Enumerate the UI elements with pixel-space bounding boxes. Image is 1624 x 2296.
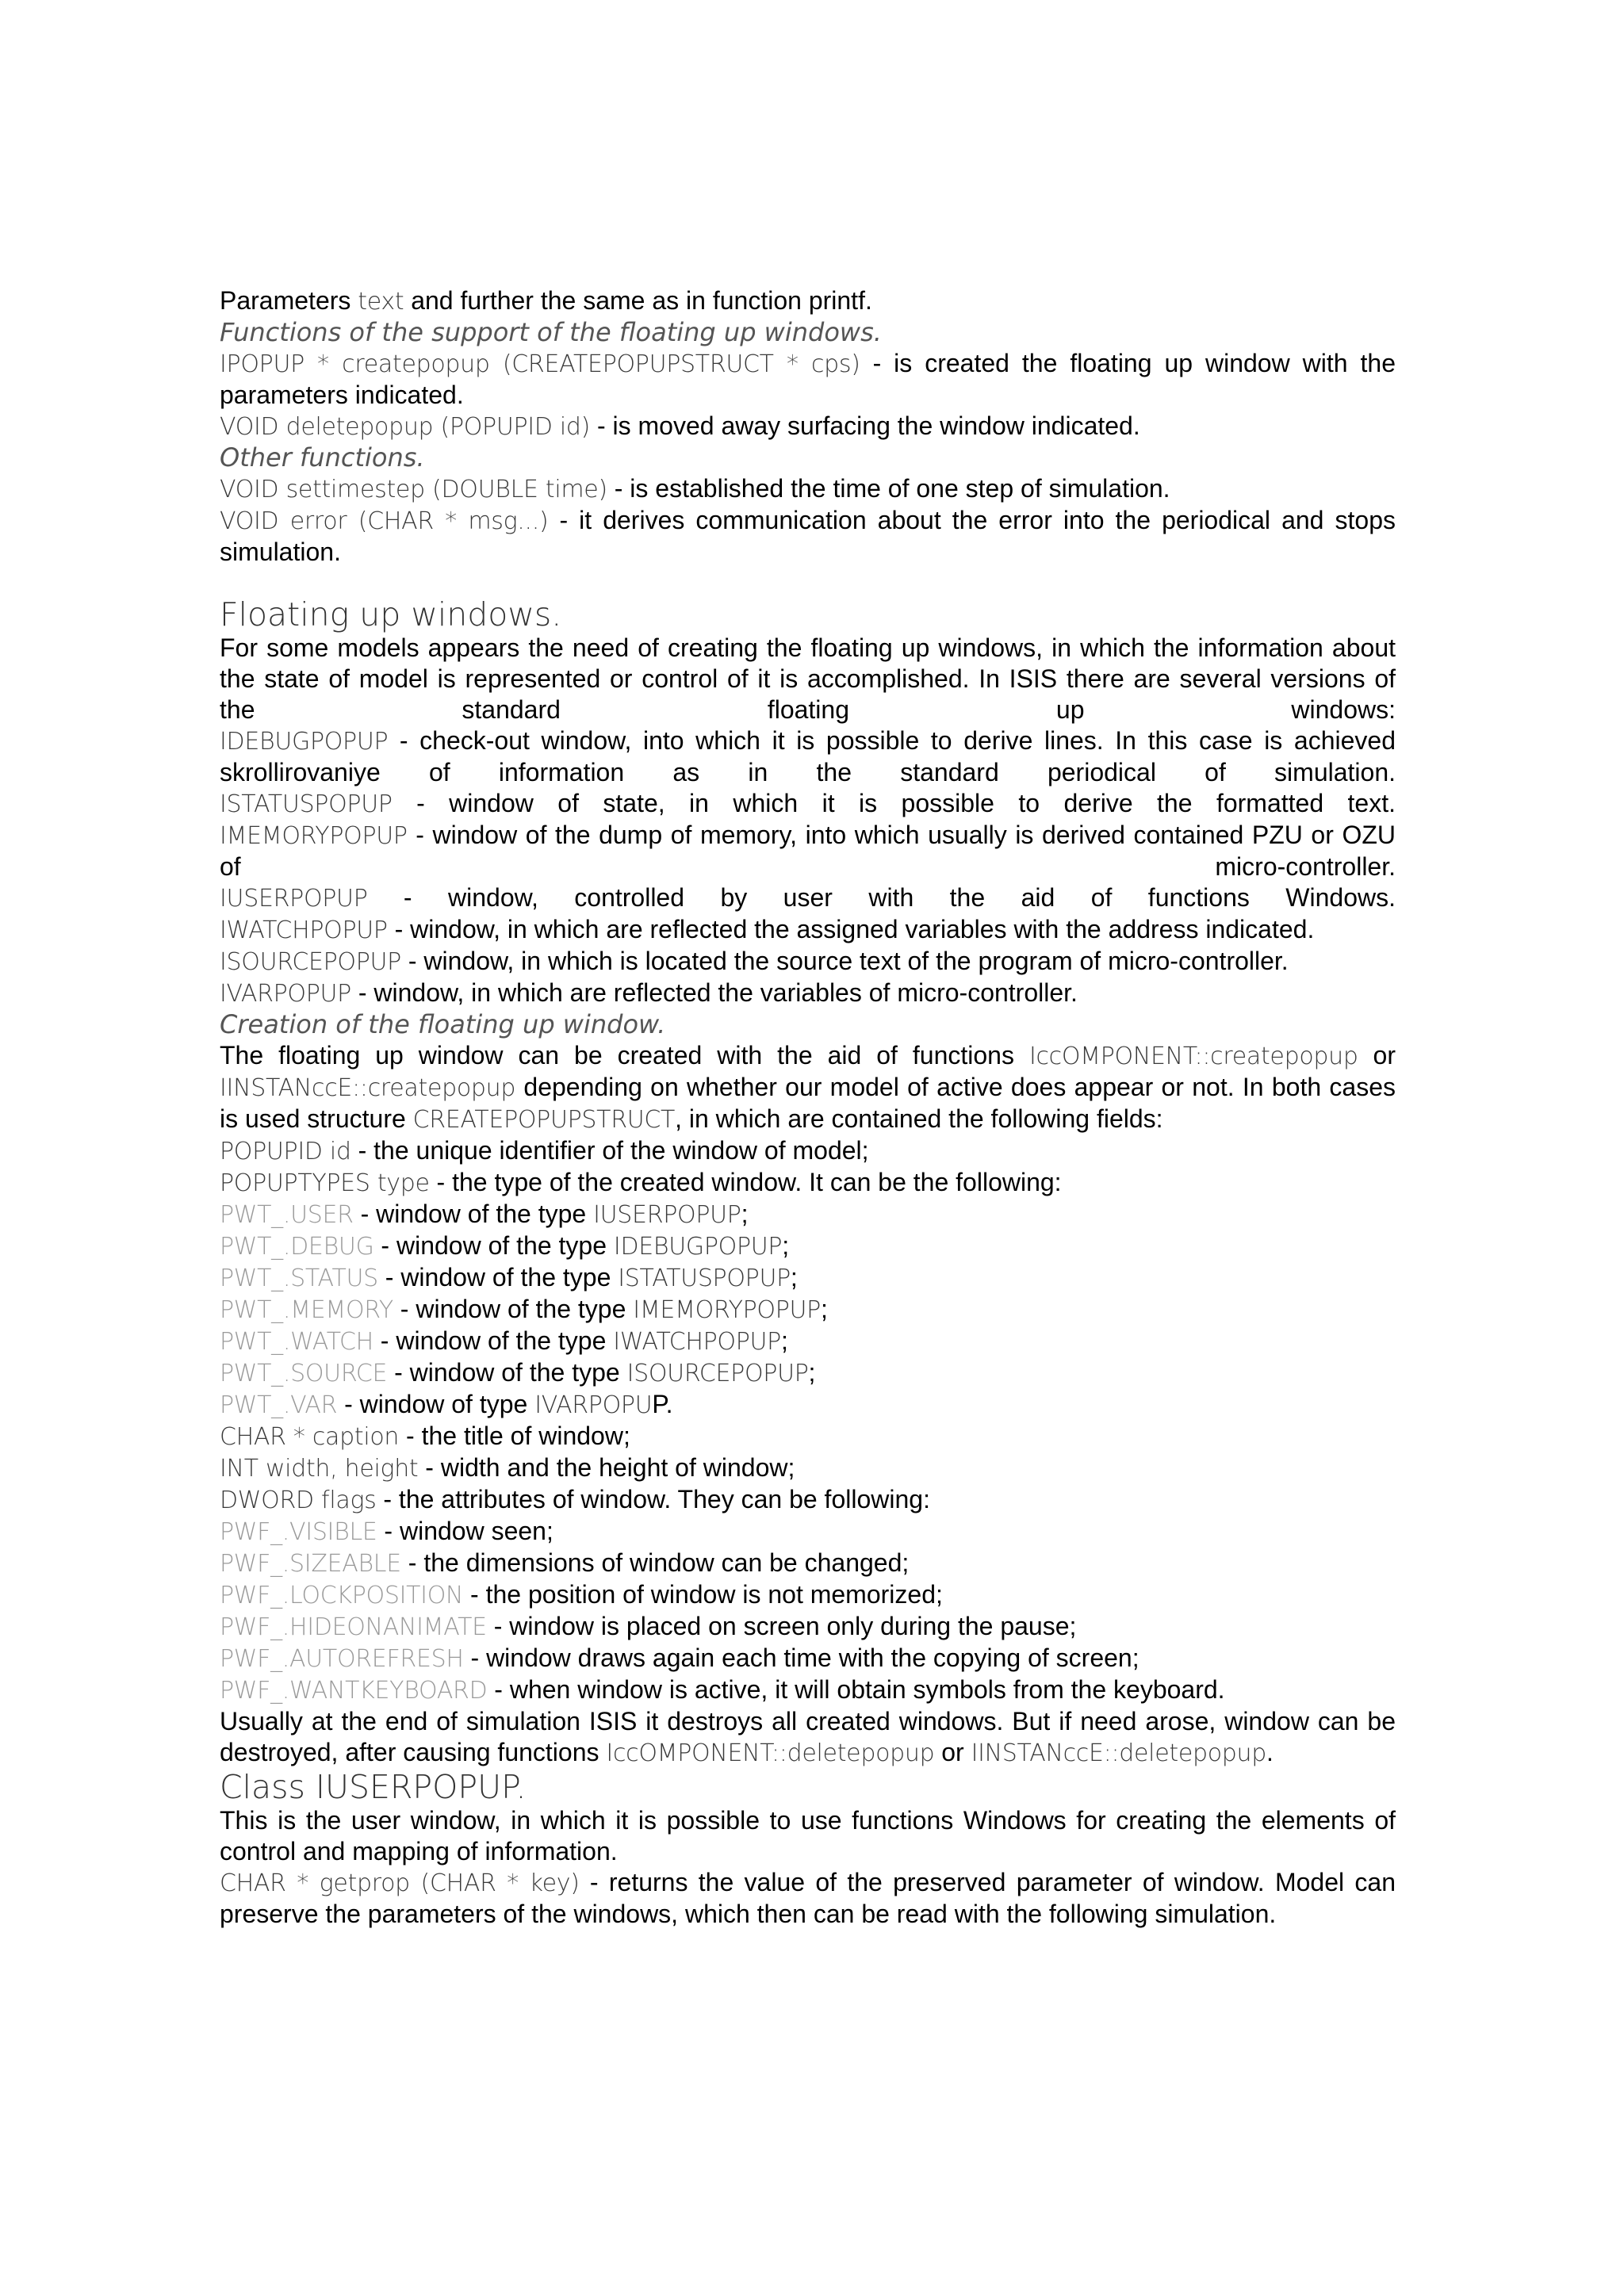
body-text: Parameters <box>220 286 358 315</box>
body-text: - window of type <box>337 1390 535 1418</box>
text-paragraph <box>220 505 1396 568</box>
text-paragraph <box>220 1262 1396 1294</box>
body-text: or <box>1358 1041 1396 1070</box>
document-page <box>220 285 1396 1930</box>
text-paragraph <box>220 1389 1396 1421</box>
constant-term: PWF_.LOCKPOSITION <box>220 1582 464 1609</box>
subsection-heading: Other functions. <box>220 442 425 473</box>
constant-term: PWT_.WATCH <box>220 1328 373 1356</box>
body-text: ; <box>790 1263 798 1292</box>
text-paragraph <box>220 1516 1396 1548</box>
text-paragraph <box>220 285 1396 317</box>
constant-term: PWF_.HIDEONANIMATE <box>220 1613 487 1641</box>
code-term: VOID error (CHAR * msg...) <box>220 507 549 535</box>
body-text: - window draws again each time with the copying of screen; <box>463 1644 1139 1672</box>
body-text: - window of the type <box>393 1295 634 1323</box>
text-paragraph <box>220 1805 1396 1867</box>
code-term: IccOMPONENT::createpopup <box>1028 1043 1358 1070</box>
body-text: ; <box>780 1326 788 1355</box>
text-paragraph <box>220 1611 1396 1643</box>
code-term: ISOURCEPOPUP <box>220 948 401 976</box>
body-text: - when window is active, it will obtain symbols from the keyboard. <box>487 1675 1225 1704</box>
text-paragraph <box>220 1135 1396 1167</box>
code-term: IMEMORYPOPUP <box>633 1296 821 1324</box>
text-paragraph <box>220 725 1396 788</box>
body-text: P. <box>652 1390 673 1418</box>
body-text: - window, controlled by user with the aid of functions Windows. <box>367 883 1396 912</box>
code-term: VOID deletepopup (POPUPID id) <box>220 413 591 441</box>
text-paragraph <box>220 1643 1396 1674</box>
body-text: - window of the dump of memory, into which usually is derived contained PZU or OZU of micro-controller. <box>220 821 1396 881</box>
body-text: , in which are contained the following fields: <box>675 1104 1163 1133</box>
code-term: IINSTANccE::createpopup <box>220 1074 516 1102</box>
subsection-heading: Functions of the support of the floating up windows. <box>220 317 882 347</box>
body-text: - the title of window; <box>399 1422 630 1450</box>
text-paragraph <box>220 1484 1396 1516</box>
subsection-heading: Creation of the floating up window. <box>220 1009 666 1039</box>
body-text: - window seen; <box>377 1517 553 1545</box>
body-text: - window of the type <box>353 1200 594 1228</box>
body-text: - window, in which are reflected the variables of micro-controller. <box>350 978 1078 1007</box>
text-paragraph <box>220 882 1396 914</box>
body-text: and further the same as in function printf. <box>404 286 872 315</box>
body-text: - window of the type <box>373 1231 614 1260</box>
body-text: - is moved away surfacing the window indicated. <box>590 411 1140 440</box>
body-text: . <box>1266 1738 1274 1766</box>
code-term: POPUPTYPES type <box>220 1169 430 1197</box>
constant-term: PWF_.WANTKEYBOARD <box>220 1677 488 1705</box>
text-paragraph <box>220 633 1396 725</box>
code-term: ISOURCEPOPUP <box>626 1360 809 1387</box>
text-paragraph <box>220 978 1396 1009</box>
code-term: IVARPOPUP <box>220 980 351 1008</box>
text-paragraph <box>220 1867 1396 1930</box>
body-text: - window of state, in which it is possible to derive the formatted text. <box>392 789 1396 817</box>
text-paragraph <box>220 1357 1396 1389</box>
body-text: - is established the time of one step of simulation. <box>607 474 1170 503</box>
body-text: - returns the value of the preserved parameter of window. Model can preserve the parameters of the windows, which then can be read with the following simulation. <box>220 1868 1396 1928</box>
code-term: IUSERPOPUP <box>220 885 368 913</box>
text-paragraph <box>220 914 1396 946</box>
body-text: - the unique identifier of the window of model; <box>350 1136 869 1165</box>
body-text: For some models appears the need of creating the floating up windows, in which the information about the state of model is represented or control of it is accomplished. In ISIS there are several versions of the standard floating up windows: <box>220 633 1396 724</box>
body-text: ; <box>741 1200 749 1228</box>
code-term: IccOMPONENT::deletepopup <box>606 1739 935 1767</box>
text-paragraph <box>220 1452 1396 1484</box>
text-paragraph <box>220 1199 1396 1230</box>
text-paragraph <box>220 1421 1396 1452</box>
code-term: CHAR * caption <box>220 1423 400 1451</box>
constant-term: PWT_.STATUS <box>220 1265 378 1292</box>
constant-term: PWT_.USER <box>220 1201 354 1229</box>
code-term: ISTATUSPOPUP <box>618 1265 791 1292</box>
body-text: - width and the height of window; <box>418 1453 795 1482</box>
body-text: - window, in which is located the source text of the program of micro-controller. <box>400 947 1289 975</box>
code-term: IPOPUP * createpopup (CREATEPOPUPSTRUCT * cps) <box>220 350 860 378</box>
body-text: ; <box>782 1231 790 1260</box>
code-term: IWATCHPOPUP <box>613 1328 781 1356</box>
code-term: CHAR * getprop (CHAR * key) <box>220 1869 580 1897</box>
text-paragraph <box>220 411 1396 442</box>
code-term: CREATEPOPUPSTRUCT <box>412 1106 676 1134</box>
body-text: - window of the type <box>387 1358 627 1387</box>
text-paragraph <box>220 1706 1396 1769</box>
text-paragraph <box>220 1548 1396 1579</box>
body-text: - window, in which are reflected the assigned variables with the address indicated. <box>387 915 1315 943</box>
paragraph-gap <box>220 568 1396 596</box>
body-text: depending on whether our model of active does appear or not. In both cases is used structure <box>220 1073 1396 1133</box>
text-paragraph <box>220 1294 1396 1326</box>
body-text: - the attributes of window. They can be following: <box>376 1485 930 1513</box>
constant-term: PWT_.SOURCE <box>220 1360 388 1387</box>
constant-term: PWT_.DEBUG <box>220 1233 374 1261</box>
code-term: IWATCHPOPUP <box>220 916 388 944</box>
text-paragraph <box>220 1579 1396 1611</box>
code-term: IINSTANccE::deletepopup <box>971 1739 1266 1767</box>
code-term: VOID settimestep (DOUBLE time) <box>220 476 607 503</box>
text-paragraph <box>220 946 1396 978</box>
body-text: - it derives communication about the error into the periodical and stops simulation. <box>220 506 1396 566</box>
body-text: The floating up window can be created with the aid of functions <box>220 1041 1029 1070</box>
body-text: Usually at the end of simulation ISIS it destroys all created windows. But if need arose, window can be destroyed, after causing functions <box>220 1707 1396 1766</box>
body-text: This is the user window, in which it is possible to use functions Windows for creating the elements of control and mapping of information. <box>220 1806 1396 1866</box>
constant-term: PWT_.VAR <box>220 1391 338 1419</box>
code-term: IVARPOPU <box>534 1391 653 1419</box>
text-paragraph <box>220 1674 1396 1706</box>
body-text: - is created the floating up window with the parameters indicated. <box>220 349 1396 409</box>
body-text: ; <box>808 1358 816 1387</box>
body-text: - the dimensions of window can be changed; <box>400 1548 910 1577</box>
code-term: IUSERPOPUP <box>593 1201 741 1229</box>
constant-term: PWF_.VISIBLE <box>220 1518 377 1546</box>
text-paragraph <box>220 348 1396 411</box>
text-paragraph <box>220 788 1396 820</box>
body-text: - window is placed on screen only during the pause; <box>486 1612 1077 1640</box>
body-text: - the position of window is not memorized; <box>463 1580 943 1609</box>
code-term: ISTATUSPOPUP <box>220 790 393 818</box>
code-term: IDEBUGPOPUP <box>220 728 389 756</box>
code-term: DWORD flags <box>220 1487 377 1514</box>
text-paragraph <box>220 473 1396 505</box>
code-term: text <box>358 288 404 316</box>
constant-term: PWF_.SIZEABLE <box>220 1550 401 1578</box>
body-text: - check-out window, into which it is possible to derive lines. In this case is achieved skrollirovaniye of information as in the standard periodical of simulation. <box>220 726 1396 786</box>
text-paragraph <box>220 1167 1396 1199</box>
code-term: IDEBUGPOPUP <box>613 1233 783 1261</box>
text-paragraph <box>220 1040 1396 1135</box>
code-term: POPUPID id <box>220 1138 351 1165</box>
text-paragraph <box>220 1326 1396 1357</box>
code-term: IMEMORYPOPUP <box>220 822 408 850</box>
body-text: - window of the type <box>373 1326 614 1355</box>
code-term: INT width, height <box>220 1455 419 1483</box>
constant-term: PWT_.MEMORY <box>220 1296 393 1324</box>
body-text: ; <box>820 1295 828 1323</box>
body-text: or <box>934 1738 971 1766</box>
section-heading: Floating up windows. <box>220 595 562 633</box>
section-heading: Class IUSERPOPUP. <box>220 1768 527 1806</box>
text-paragraph <box>220 820 1396 882</box>
body-text: - window of the type <box>377 1263 619 1292</box>
text-paragraph <box>220 1230 1396 1262</box>
body-text: - the type of the created window. It can be the following: <box>429 1168 1062 1196</box>
constant-term: PWF_.AUTOREFRESH <box>220 1645 464 1673</box>
